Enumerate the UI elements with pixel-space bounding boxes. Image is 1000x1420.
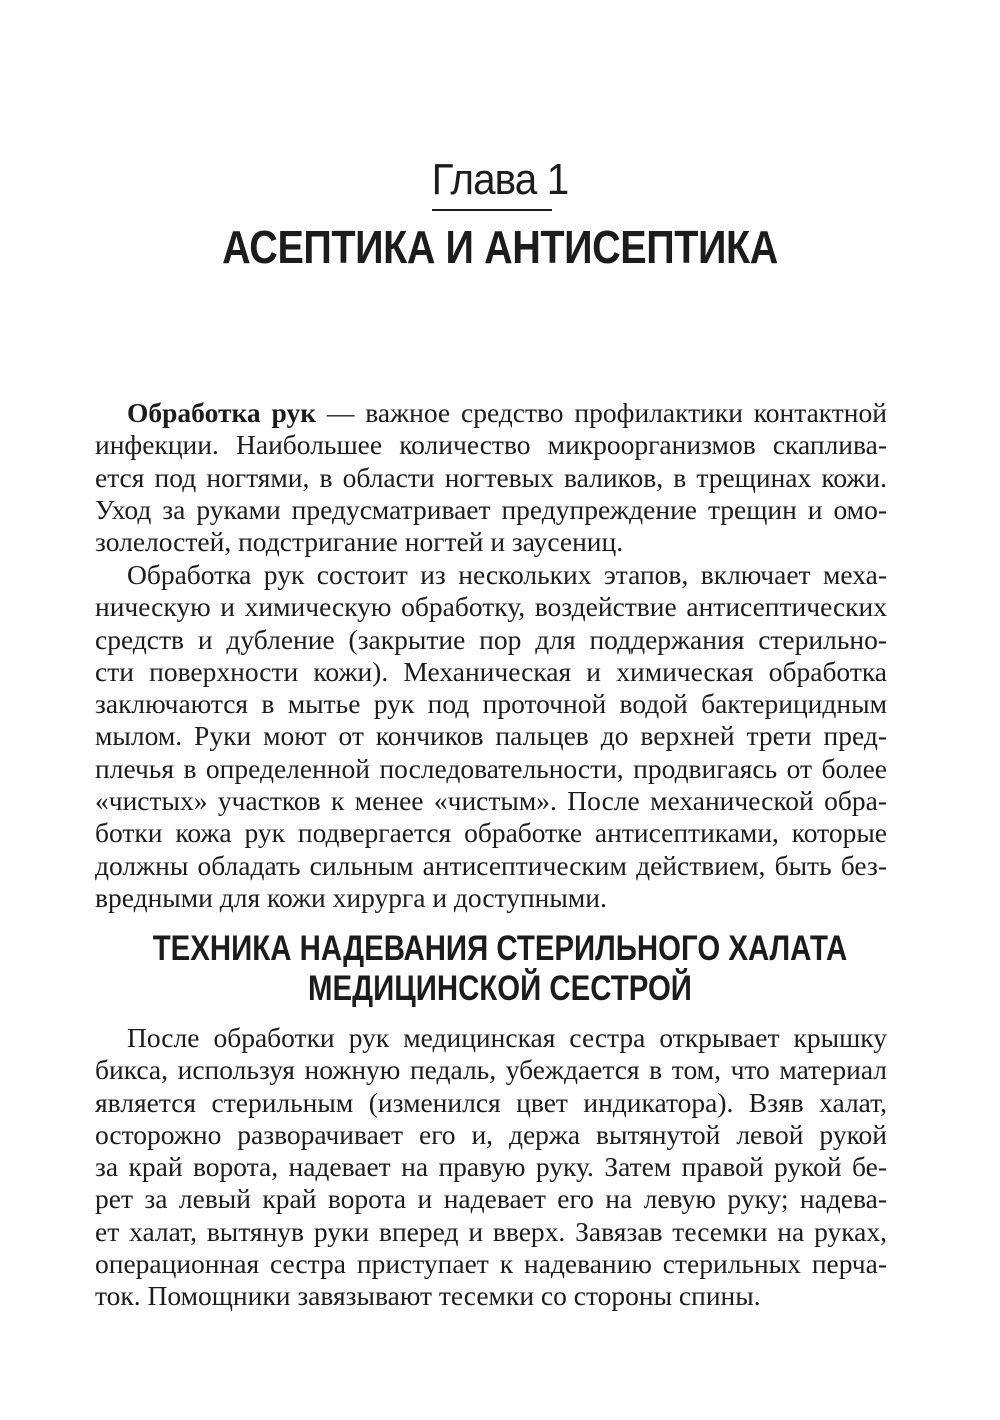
paragraph-hand-treatment (95, 397, 887, 558)
paragraph-line: должны обладать сильным антисептическим действием, быть без- (95, 849, 887, 881)
paragraph-line: операционная сестра приступает к надеванию стерильных перча- (95, 1248, 887, 1280)
chapter-label: Глава 1 (431, 155, 569, 204)
section-title-line-2: МЕДИЦИНСКОЙ СЕСТРОЙ (308, 969, 692, 1008)
section-title-line-1: ТЕХНИКА НАДЕВАНИЯ СТЕРИЛЬНОГО ХАЛАТА (152, 929, 848, 968)
paragraph-line: инфекции. Наибольшее количество микроорганизмов скаплива- (95, 429, 887, 461)
paragraph-sterile-gown (95, 1022, 887, 1313)
paragraph-line: ботки кожа рук подвергается обработке антисептиками, которые (95, 817, 887, 849)
paragraph-line: плечья в определенной последовательности, продвигаясь от более (95, 752, 887, 784)
paragraph-line: «чистых» участков к менее «чистым». После механической обра- (95, 785, 887, 817)
paragraph-line: ток. Помощники завязывают тесемки со стороны спины. (95, 1280, 761, 1312)
paragraph-line: После обработки рук медицинская сестра открывает крышку (127, 1022, 887, 1053)
paragraph-line: сти поверхности кожи). Механическая и химическая обработка (95, 655, 887, 687)
paragraph-line: ет халат, вытянув руки вперед и вверх. Завязав тесемки на руках, (95, 1215, 887, 1247)
paragraph-treatment-stages (95, 559, 887, 914)
paragraph-line: Уход за руками предусматривает предупреждение трещин и омо- (95, 493, 887, 525)
paragraph-line: золелостей, подстригание ногтей и заусениц. (95, 526, 624, 558)
chapter-rule (432, 209, 552, 211)
paragraph-line: средств и дубление (закрытие пор для поддержания стерильно- (95, 623, 887, 655)
paragraph-line: вредными для кожи хирурга и доступными. (95, 881, 607, 913)
paragraph-line: Обработка рук — важное средство профилактики контактной (127, 397, 887, 428)
paragraph-line: мылом. Руки моют от кончиков пальцев до верхней трети пред- (95, 720, 887, 752)
paragraph-lead-term: Обработка рук (127, 397, 317, 428)
paragraph-line: бикса, используя ножную педаль, убеждается в том, что материал (95, 1054, 887, 1086)
paragraph-line: ническую и химическую обработку, воздействие антисептических (95, 591, 887, 623)
paragraph-line: ется под ногтями, в области ногтевых валиков, в трещинах кожи. (95, 461, 887, 493)
paragraph-line: Обработка рук состоит из нескольких этапов, включает меха- (127, 559, 887, 590)
paragraph-line: за край ворота, надевает на правую руку. Затем правой рукой бе- (95, 1151, 887, 1183)
paragraph-line: рет за левый край ворота и надевает его на левую руку; надева- (95, 1183, 887, 1215)
paragraph-line: заключаются в мытье рук под проточной водой бактерицидным (95, 688, 887, 720)
paragraph-line: осторожно разворачивает его и, держа вытянутой левой рукой (95, 1118, 887, 1150)
paragraph-line: является стерильным (изменился цвет индикатора). Взяв халат, (95, 1086, 887, 1118)
chapter-title: АСЕПТИКА И АНТИСЕПТИКА (222, 221, 778, 273)
